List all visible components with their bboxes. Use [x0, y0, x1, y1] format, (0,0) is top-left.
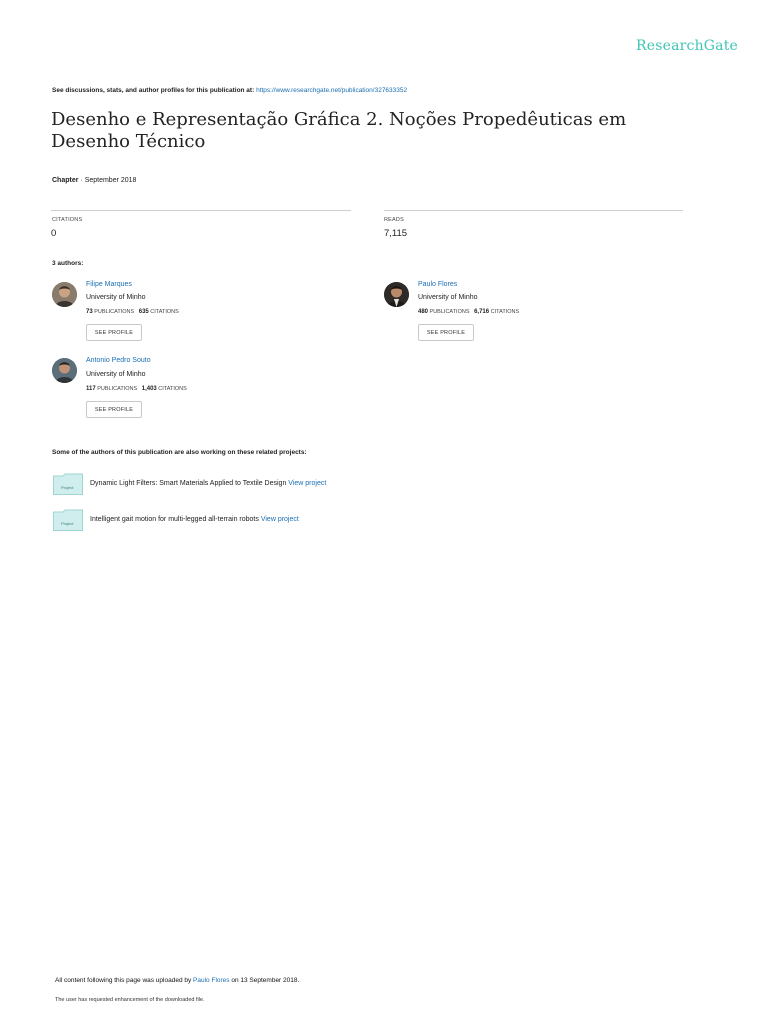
citations-count: 635: [138, 309, 149, 315]
publication-title: Desenho e Representação Gráfica 2. Noções Propedêuticas em Desenho Técnico: [51, 109, 627, 152]
project-icon-label: Project: [61, 485, 74, 490]
author-stats: [86, 309, 179, 315]
see-profile-button[interactable]: SEE PROFILE: [86, 401, 142, 418]
author-stats: [86, 386, 187, 392]
meta-separator: ·: [78, 177, 85, 184]
publication-type: Chapter: [52, 177, 79, 184]
publication-meta: [52, 177, 136, 184]
person-photo-icon: [384, 282, 409, 307]
avatar[interactable]: [384, 282, 409, 307]
citations-label: CITATIONS: [158, 386, 187, 392]
project-folder-icon[interactable]: [53, 509, 83, 536]
view-project-link[interactable]: View project: [260, 516, 299, 523]
project-item: [53, 472, 453, 498]
uploader-link[interactable]: Paulo Flores: [193, 977, 230, 984]
author-name-link[interactable]: Paulo Flores: [418, 281, 458, 288]
view-project-link[interactable]: View project: [288, 480, 327, 487]
avatar[interactable]: [52, 358, 77, 383]
person-photo-icon: [52, 282, 77, 307]
publication-date: September 2018: [84, 177, 137, 184]
author-institution: University of Minho: [86, 294, 146, 301]
reads-divider: [384, 210, 683, 211]
project-title-text: Intelligent gait motion for multi-legged all-terrain robots: [90, 516, 259, 523]
citations-label: CITATIONS: [150, 309, 179, 315]
publications-count: 73: [86, 309, 93, 315]
disclaimer-text: See discussions, stats, and author profiles for this publication at:: [52, 87, 255, 94]
author-name-link[interactable]: Filipe Marques: [86, 281, 132, 288]
upload-date: on 13 September 2018.: [231, 977, 300, 984]
citations-count: 0: [51, 228, 57, 239]
author-stats: [418, 309, 519, 315]
publication-url-link[interactable]: https://www.researchgate.net/publication/327633352: [256, 87, 408, 94]
project-icon-label: Project: [61, 521, 74, 526]
author-institution: University of Minho: [418, 294, 478, 301]
publications-label: PUBLICATIONS: [97, 386, 138, 392]
citations-count: 6,716: [474, 309, 490, 315]
enhancement-note: The user has requested enhancement of the downloaded file.: [55, 997, 205, 1003]
see-profile-button[interactable]: SEE PROFILE: [86, 324, 142, 341]
see-profile-button[interactable]: SEE PROFILE: [418, 324, 474, 341]
person-photo-icon: [52, 358, 77, 383]
project-item: [53, 508, 453, 534]
publications-label: PUBLICATIONS: [94, 309, 135, 315]
publications-count: 117: [86, 386, 96, 392]
author-name-link[interactable]: Antonio Pedro Souto: [86, 357, 151, 364]
project-title: [90, 516, 299, 523]
reads-count: 7,115: [384, 228, 408, 239]
citations-divider: [51, 210, 351, 211]
project-folder-icon[interactable]: [53, 473, 83, 500]
researchgate-logo[interactable]: ResearchGate: [636, 38, 739, 54]
author-institution: University of Minho: [86, 371, 146, 378]
citations-label: CITATIONS: [52, 217, 83, 223]
project-title: [90, 480, 326, 487]
reads-label: READS: [384, 217, 404, 223]
author-card: [52, 281, 352, 345]
project-title-text: Dynamic Light Filters: Smart Materials Applied to Textile Design: [90, 480, 287, 487]
upload-notice: [55, 977, 299, 984]
upload-prefix: All content following this page was uploaded by: [55, 977, 192, 984]
avatar[interactable]: [52, 282, 77, 307]
citations-count: 1,403: [141, 386, 157, 392]
related-projects-heading: Some of the authors of this publication are also working on these related projects:: [52, 449, 307, 456]
publications-count: 480: [418, 309, 429, 315]
author-card: [52, 357, 352, 421]
citations-label: CITATIONS: [490, 309, 520, 315]
discussion-disclaimer: [52, 87, 407, 94]
author-card: [384, 281, 684, 345]
authors-heading: 3 authors:: [52, 260, 84, 267]
publications-label: PUBLICATIONS: [429, 309, 470, 315]
